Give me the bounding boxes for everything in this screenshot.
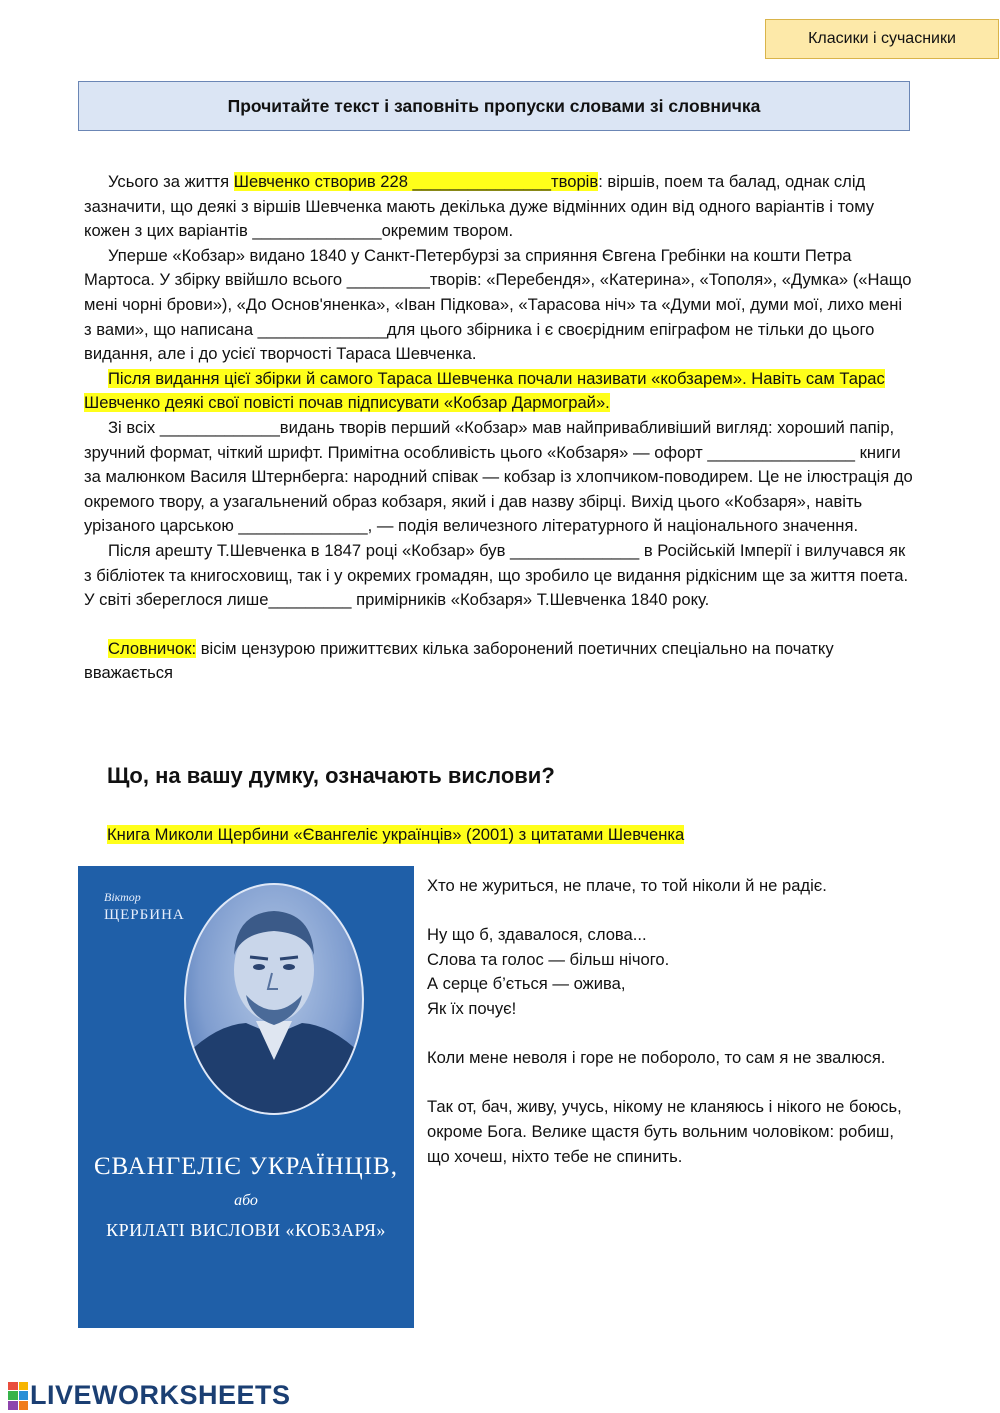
cover-author-first: Віктор: [104, 890, 141, 904]
paragraph-1: [84, 170, 914, 244]
cover-author-last: ЩЕРБИНА: [104, 907, 185, 923]
logo-mark-icon: [8, 1382, 28, 1410]
cover-title: ЄВАНГЕЛІЄ УКРАЇНЦІВ,: [94, 1153, 398, 1180]
glossary-label: Словничок:: [108, 638, 197, 658]
liveworksheets-logo[interactable]: [8, 1380, 291, 1411]
cover-subtitle: КРИЛАТІ ВИСЛОВИ «КОБЗАРЯ»: [106, 1220, 386, 1240]
instruction-text: Прочитайте текст і заповніть пропуски словами зі словничка: [227, 95, 761, 116]
portrait-icon: [186, 885, 362, 1113]
category-tag-label: Класики і сучасники: [808, 30, 956, 47]
glossary: [84, 637, 914, 686]
worksheet-text: [84, 170, 914, 686]
book-caption-text: Книга Миколи Щербини «Євангеліє українців» (2001) з цитатами Шевченка: [107, 825, 685, 844]
quote-2: [427, 923, 917, 1021]
quote-3: Коли мене неволя і горе не побороло, то сам я не звалюся.: [427, 1048, 886, 1068]
quote-2-line: Як їх почує!: [427, 998, 517, 1018]
paragraph-5: Після арешту Т.Шевченка в 1847 році «Кобзар» був ______________ в Російській Імперії і вилучався як з бібліотек та книгосховищ, так і у окремих громадян, що зробило це видання рідкісним ще за життя поета. У світі збереглося лише_________ примірників «Кобзаря» Т.Шевченка 1840 року.: [84, 540, 909, 610]
quote-2-line: А серце б’ється — ожива,: [427, 974, 626, 994]
quote-1: Хто не журиться, не плаче, то той ніколи й не радіє.: [427, 876, 827, 895]
paragraph-1-end: : віршів, поем та балад, однак слід зазначити, що деякі з віршів Шевченка мають декілька дуже відмінних один від одного варіантів і тому кожен з цих варіантів ______________окремим твором.: [84, 172, 875, 241]
paragraph-1-highlight: Шевченко створив 228 _______________творів: [233, 172, 599, 191]
paragraph-4: Зі всіх _____________видань творів перший «Кобзар» мав найпривабливіший вигляд: хороший папір, зручний формат, чіткий шрифт. Примітна особливість цього «Кобзаря» — офорт ________________ книги за малюнком Василя Штернберга: народний співак — кобзар із хлопчиком-поводирем. Це не ілюстрація до окремого твору, а узагальнений образ кобзаря, який і дав назву збірці. Вихід цього «Кобзаря», навіть урізаного царською ______________, — подія величезного літературного й національного значення.: [84, 417, 913, 536]
book-caption: [107, 825, 684, 845]
question-heading: Що, на вашу думку, означають вислови?: [107, 763, 555, 788]
quote-2-line: Ну що б, здавалося, слова...: [427, 925, 647, 945]
paragraph-3: [84, 367, 914, 416]
quotes: [427, 874, 917, 1194]
cover-title-conjunction: або: [234, 1192, 258, 1209]
category-tag: [765, 19, 999, 59]
quote-4: Так от, бач, живу, учусь, нікому не кланяюсь і нікого не боюсь, окроме Бога. Велике щастя буть вольним чоловіком: робиш, що хочеш, ніхто тебе не спинить.: [427, 1097, 902, 1166]
glossary-words: вісім цензурою прижиттєвих кілька заборонений поетичних спеціально на початку вважається: [84, 638, 834, 683]
cover-author: [104, 888, 185, 924]
portrait-oval: [184, 883, 364, 1115]
instruction-box: [78, 81, 910, 131]
paragraph-2: Уперше «Кобзар» видано 1840 у Санкт-Петербурзі за сприяння Євгена Гребінки на кошти Петра Мартоса. У збірку ввійшло всього _________творів: «Перебендя», «Катерина», «Тополя», «Думка» («Нащо мені чорні брови»), «До Основ'яненка», «Іван Підкова», «Тарасова ніч» та «Думи мої, думи мої, лихо мені з вами», що написана ______________для цього збірника і є своєрідним епіграфом не тільки до цього видання, але і до усієї творчості Тараса Шевченка.: [84, 245, 912, 364]
quote-2-line: Слова та голос — більш нічого.: [427, 949, 670, 969]
logo-text: LIVEWORKSHEETS: [30, 1380, 291, 1410]
paragraph-3-highlight: Після видання цієї збірки й самого Тараса Шевченка почали називати «кобзарем». Навіть сам Тарас Шевченко деякі свої повісті почав підписувати «Кобзар Дармограй».: [84, 368, 885, 413]
paragraph-1-start: Усього за життя: [108, 172, 234, 191]
book-cover-image: [78, 866, 414, 1328]
